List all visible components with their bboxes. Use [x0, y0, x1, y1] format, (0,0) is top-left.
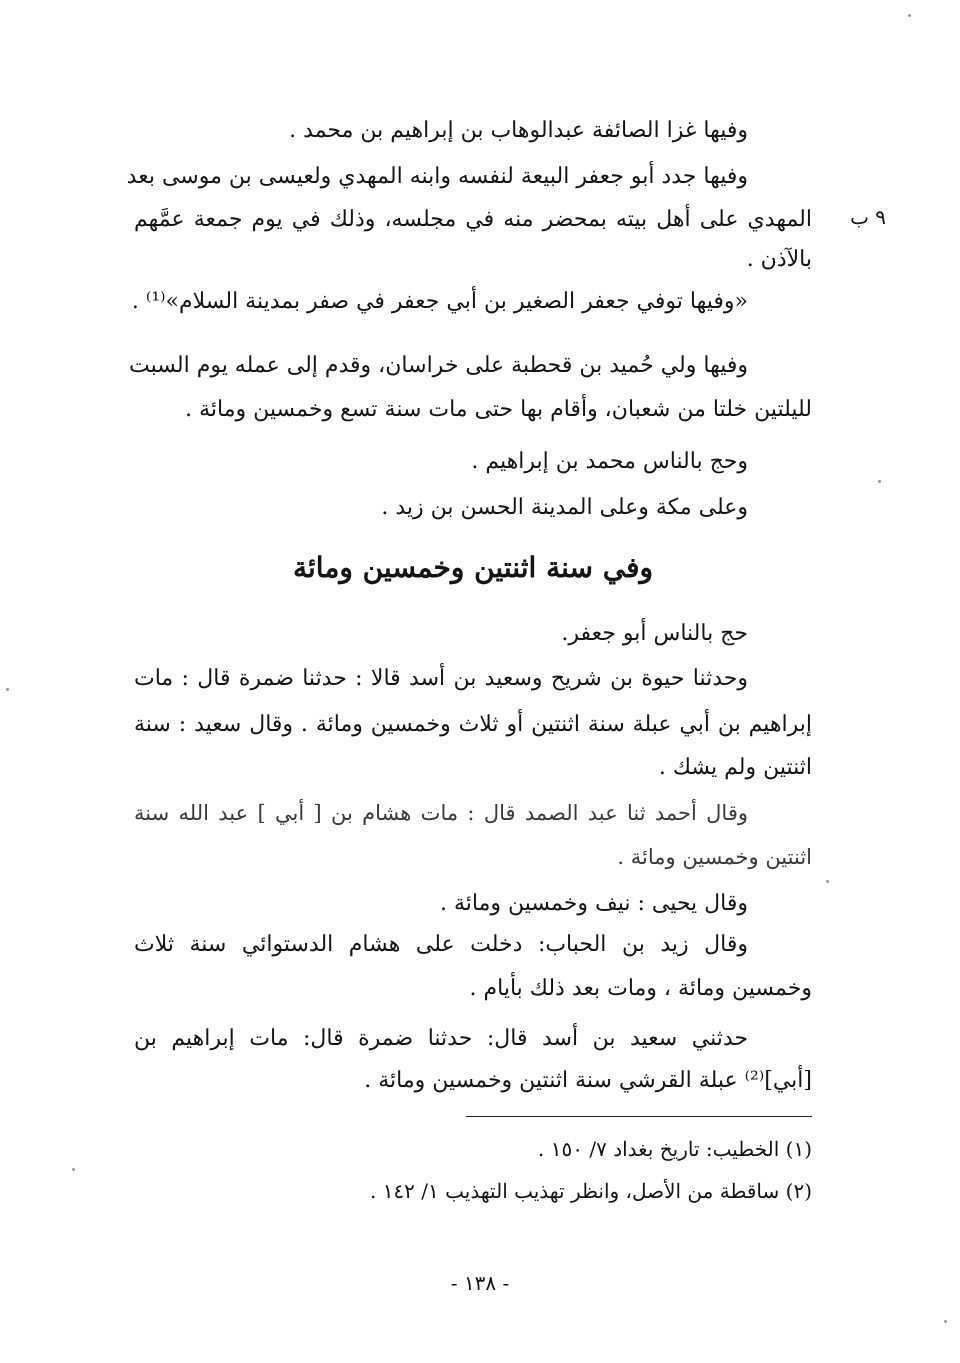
scan-speck [72, 1168, 75, 1171]
text-line: اثنتين وخمسين ومائة . [617, 845, 812, 869]
scan-speck [944, 1320, 947, 1323]
page-number: - ١٣٨ - [450, 1271, 510, 1295]
text-line: إبراهيم بن أبي عبلة سنة اثنتين أو ثلاث وخمسين ومائة . وقال سعيد : سنة [134, 712, 812, 737]
text-line: لليلتين خلتا من شعبان، وأقام بها حتى مات سنة تسع وخمسين ومائة . [185, 397, 812, 422]
text-line: وقال زيد بن الحباب: دخلت على هشام الدستوائي سنة ثلاث [134, 932, 748, 957]
text-line: بالآذن . [746, 247, 812, 272]
footnote-divider [466, 1116, 812, 1117]
text-line: وحج بالناس محمد بن إبراهيم . [471, 449, 748, 474]
scan-speck [878, 480, 881, 483]
text-line: وقال يحيى : نيف وخمسين ومائة . [439, 891, 748, 916]
footnote: (٢) ساقطة من الأصل، وانظر تهذيب التهذيب ١/ ١٤٢ . [369, 1179, 812, 1203]
text-line: وفيها غزا الصائفة عبدالوهاب بن إبراهيم بن محمد . [289, 118, 748, 143]
scan-speck [826, 880, 829, 883]
text-line: وفيها جدد أبو جعفر البيعة لنفسه وابنه المهدي ولعيسى بن موسى بعد [126, 164, 748, 189]
manuscript-folio-note: ٩ ب [850, 205, 886, 229]
text-line: وفيها ولي حُميد بن قحطبة على خراسان، وقدم إلى عمله يوم السبت [129, 353, 748, 378]
text-line: [أبي]⁽²⁾ عبلة القرشي سنة اثنتين وخمسين ومائة . [364, 1068, 812, 1093]
scan-speck [6, 688, 9, 691]
text-line: «وفيها توفي جعفر الصغير بن أبي جعفر في صفر بمدينة السلام»⁽¹⁾ . [131, 289, 748, 314]
text-line: وحدثنا حيوة بن شريح وسعيد بن أسد قالا : حدثنا ضمرة قال : مات [134, 666, 748, 691]
text-line: اثنتين ولم يشك . [658, 755, 812, 780]
section-heading: وفي سنة اثنتين وخمسين ومائة [292, 551, 653, 584]
footnote: (١) الخطيب: تاريخ بغداد ٧/ ١٥٠ . [538, 1137, 812, 1161]
text-line: وخمسين ومائة ، ومات بعد ذلك بأيام . [469, 976, 812, 1001]
text-line: حدثني سعيد بن أسد قال: حدثنا ضمرة قال: مات إبراهيم بن [134, 1026, 748, 1051]
text-line: المهدي على أهل بيته بمحضر منه في مجلسه، وذلك في يوم جمعة عمَّهم [134, 207, 812, 232]
scan-speck [908, 14, 911, 17]
text-line: وقال أحمد ثنا عبد الصمد قال : مات هشام بن [ أبي ] عبد الله سنة [134, 801, 748, 825]
text-line: حج بالناس أبو جعفر. [561, 621, 748, 646]
text-line: وعلى مكة وعلى المدينة الحسن بن زيد . [381, 495, 748, 520]
